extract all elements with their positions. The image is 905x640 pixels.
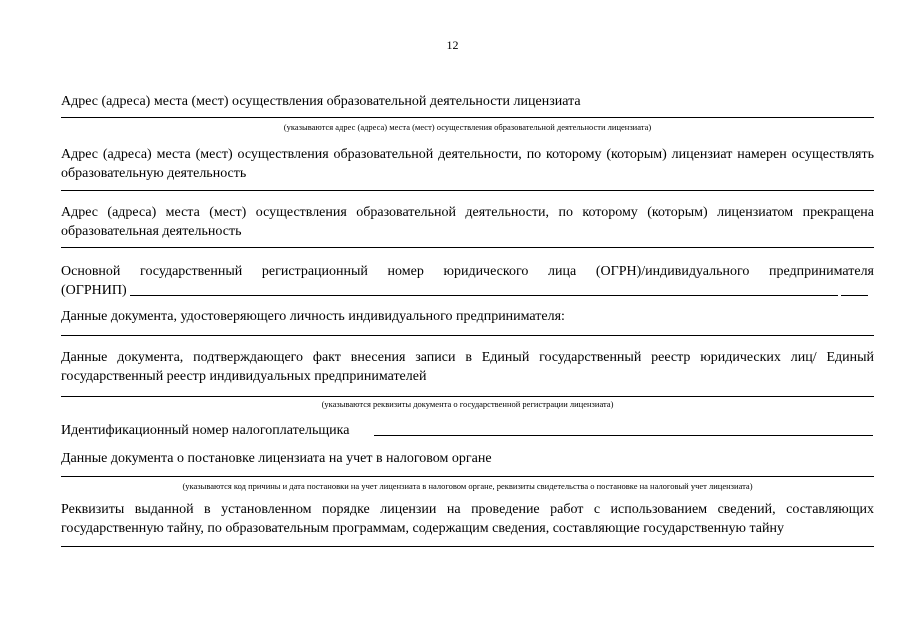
registry-doc-label: Данные документа, подтверждающего факт внесения записи в Единый государственный реестр юридических лиц/ Единый государственный реестр индивидуальных предпринимателей (61, 350, 874, 384)
address-licensee-field-line[interactable] (61, 117, 874, 118)
registry-doc-label-block (61, 348, 874, 386)
state-secret-field-line[interactable] (61, 546, 874, 547)
inn-label-block (61, 421, 874, 440)
tax-doc-label-block (61, 449, 874, 468)
address-licensee-label: Адрес (адреса) места (мест) осуществления образовательной деятельности лицензиата (61, 94, 581, 109)
address-intended-field-line[interactable] (61, 190, 874, 191)
tax-doc-label: Данные документа о постановке лицензиата на учет в налоговом органе (61, 451, 492, 466)
identity-doc-field-line[interactable] (61, 335, 874, 336)
tax-doc-caption: (указываются код причины и дата постановки на учет лицензиата в налоговом органе, реквизиты свидетельства о постановке на налоговый учет лицензиата) (182, 481, 753, 491)
address-terminated-label: Адрес (адреса) места (мест) осуществления образовательной деятельности, по которому (которым) лицензиатом прекращена образовательная деятельность (61, 205, 874, 239)
ogrn-label-line2-wrap (61, 281, 874, 300)
state-secret-label-block (61, 500, 874, 538)
address-licensee-caption: (указываются адрес (адреса) места (мест) осуществления образовательной деятельности лицензиата) (283, 122, 652, 132)
ogrn-label-line2: (ОГРНИП) (61, 283, 127, 298)
inn-label: Идентификационный номер налогоплательщика (61, 423, 350, 438)
registry-doc-field-line[interactable] (61, 396, 874, 397)
identity-doc-label: Данные документа, удостоверяющего личность индивидуального предпринимателя: (61, 309, 565, 324)
address-terminated-label-block (61, 203, 874, 241)
tax-doc-field-line[interactable] (61, 476, 874, 477)
ogrn-field-line[interactable] (130, 295, 838, 296)
ogrn-field-line-tail[interactable] (841, 295, 868, 296)
address-terminated-field-line[interactable] (61, 247, 874, 248)
identity-doc-label-block (61, 307, 874, 326)
page-number: 12 (446, 38, 459, 52)
registry-doc-caption: (указываются реквизиты документа о государственной регистрации лицензиата) (321, 399, 614, 409)
ogrn-label-line1: Основной государственный регистрационный номер юридического лица (ОГРН)/индивидуального предпринимателя (61, 264, 874, 279)
inn-field-line[interactable] (374, 435, 571, 436)
state-secret-label: Реквизиты выданной в установленном порядке лицензии на проведение работ с использованием сведений, составляющих государственную тайну, по образовательным программам, содержащим сведения, составляющие государственную тайну (61, 502, 874, 536)
address-intended-label: Адрес (адреса) места (мест) осуществления образовательной деятельности, по которому (которым) лицензиат намерен осуществлять образовательную деятельность (61, 147, 874, 181)
inn-field-line-tail[interactable] (571, 435, 873, 436)
address-intended-label-block (61, 145, 874, 183)
address-licensee-label-block (61, 92, 874, 111)
